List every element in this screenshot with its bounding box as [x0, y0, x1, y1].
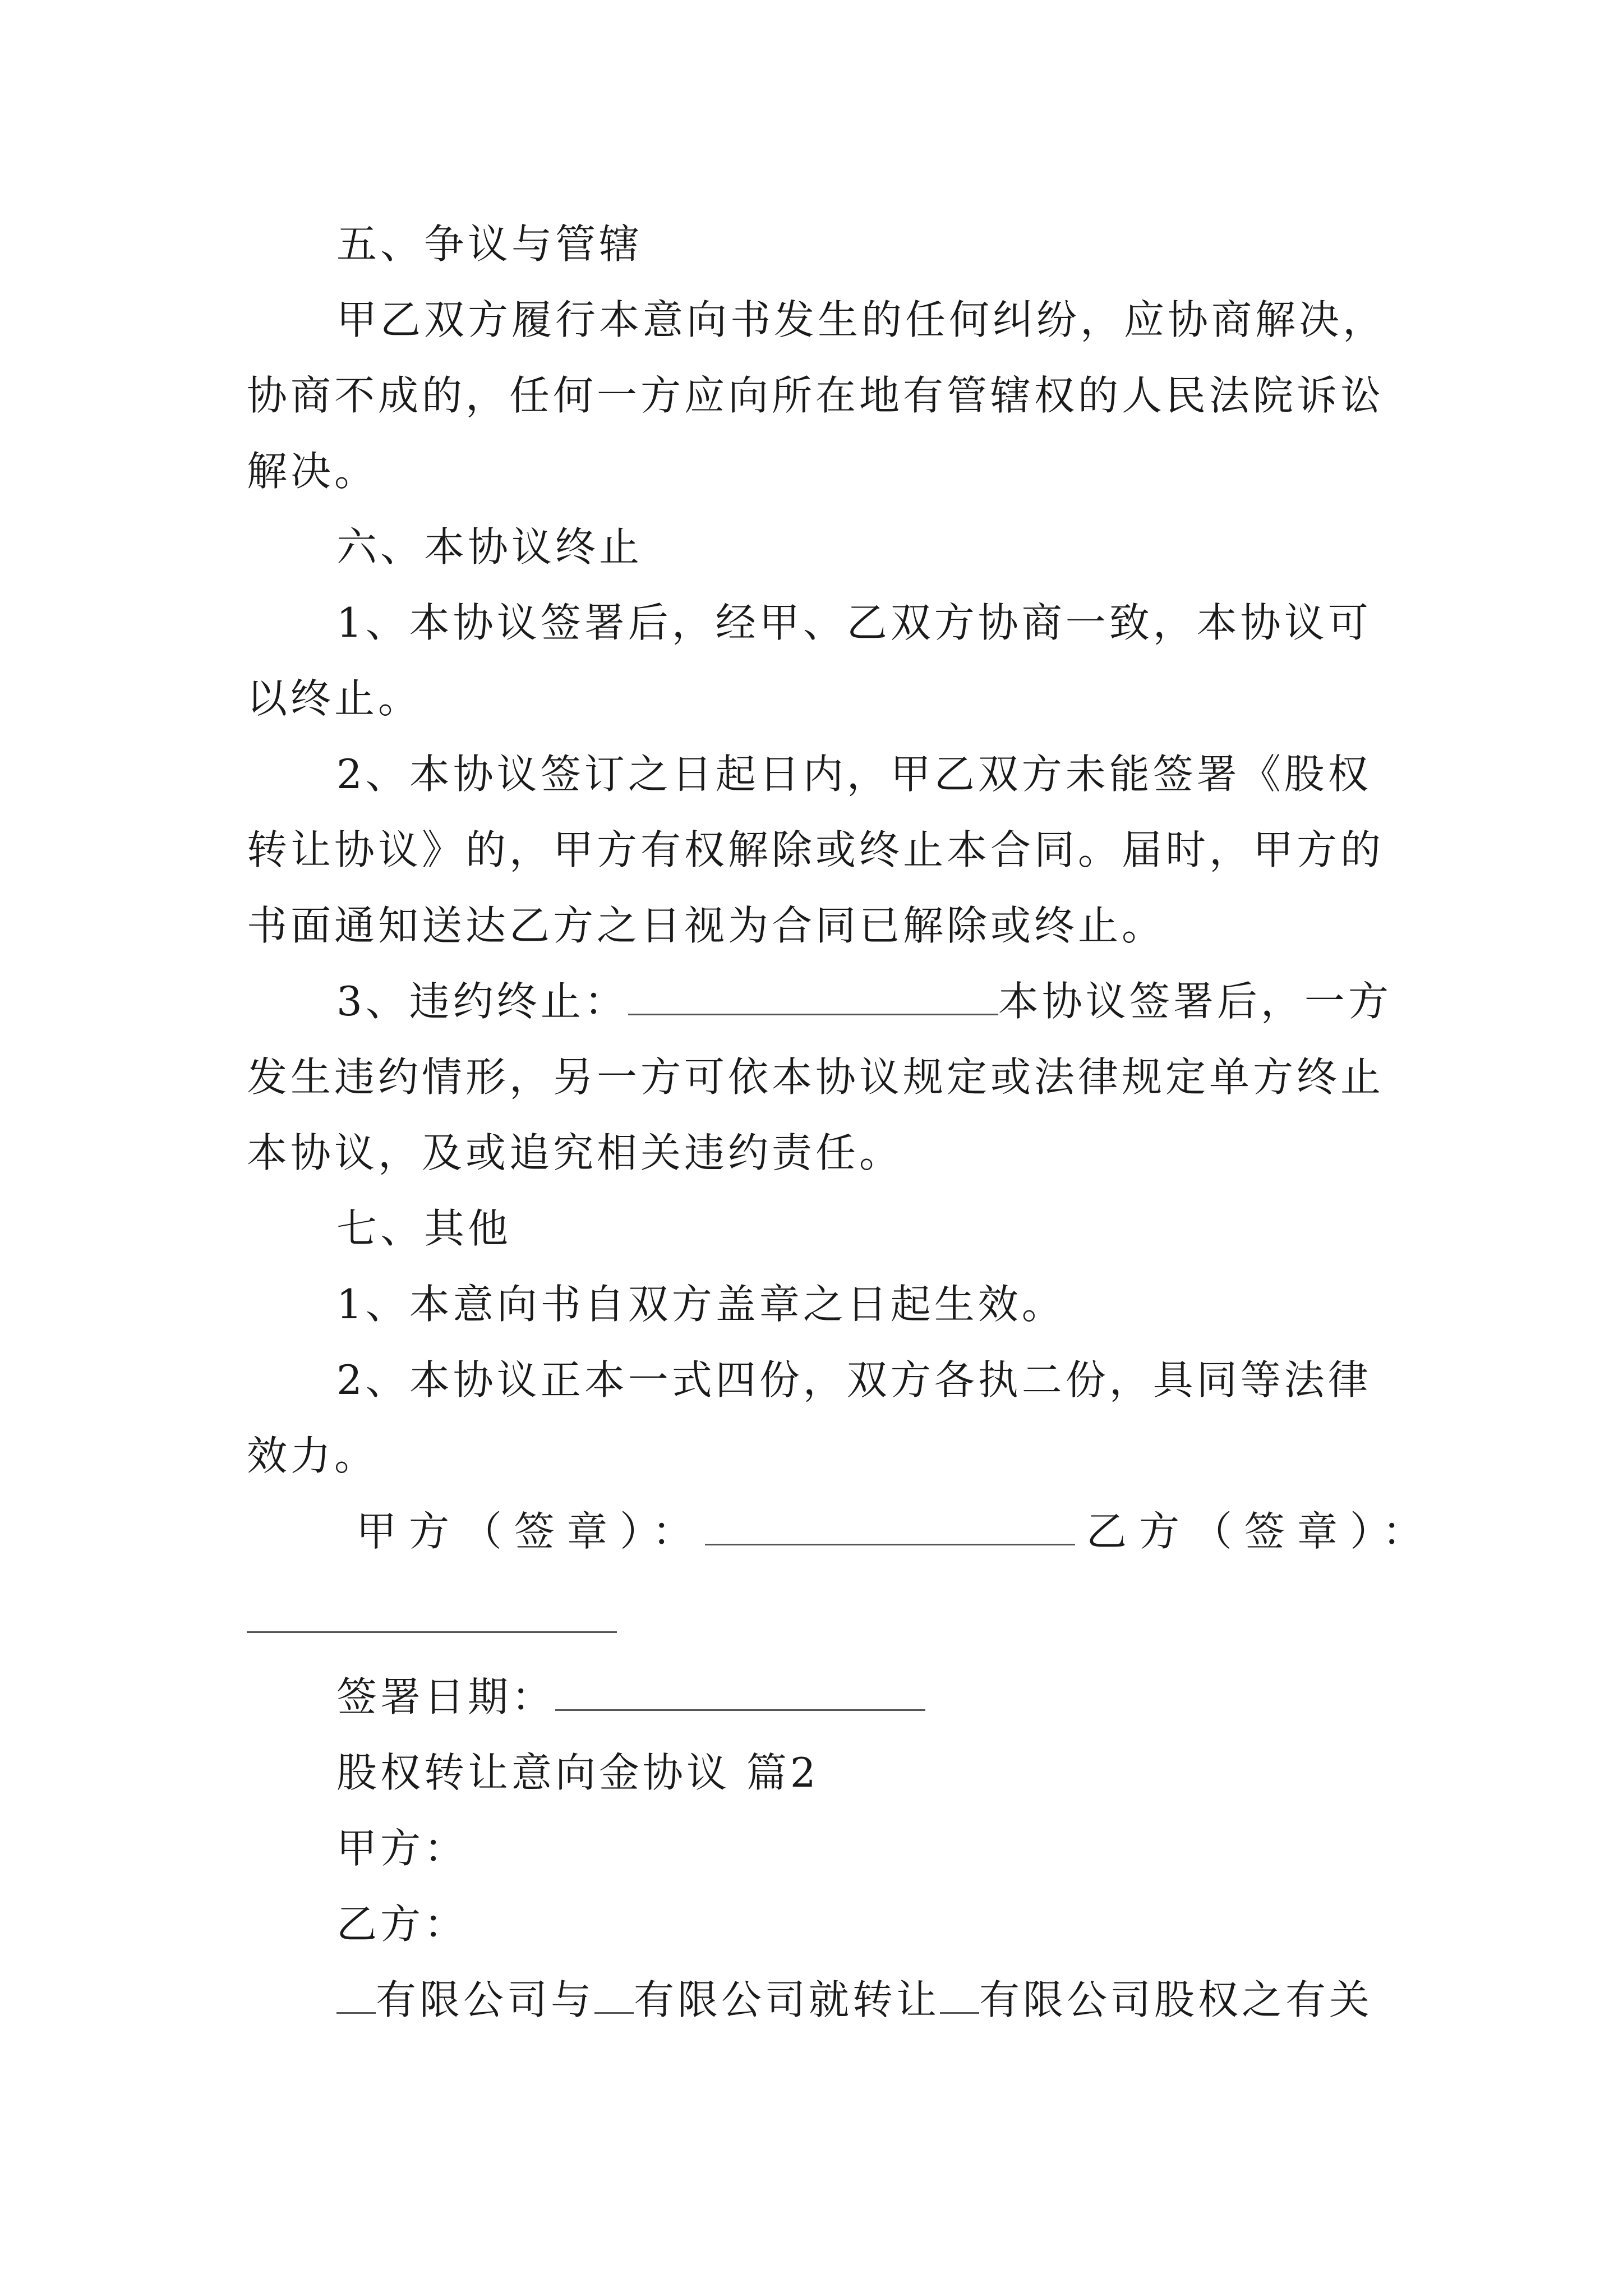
section-5-heading: 五、争议与管辖 — [336, 220, 643, 268]
section-6-item-3-line-3: 本协议，及或追究相关违约责任。 — [247, 1129, 903, 1176]
company-2-blank — [594, 1973, 634, 2014]
sign-date-line — [336, 1669, 1391, 1725]
section-6-item-3-line-2: 发生违约情形，另一方可依本协议规定或法律规定单方终止 — [247, 1053, 1385, 1101]
section-6-item-2-line-1: 2、本协议签订之日起日内，甲乙双方未能签署《股权 — [336, 751, 1372, 798]
party-a-signature-label: 甲方（签章）： — [356, 1508, 706, 1555]
section-6-heading: 六、本协议终止 — [336, 523, 643, 570]
signature-line — [356, 1503, 1436, 1559]
breach-termination-blank — [628, 974, 998, 1015]
section-5-paragraph-line-1: 甲乙双方履行本意向书发生的任何纠纷，应协商解决， — [336, 296, 1387, 343]
section-6-item-1-line-2: 以终止。 — [247, 675, 422, 722]
section-5-paragraph-line-3: 解决。 — [247, 448, 379, 495]
section-6-item-2-line-2: 转让协议》的，甲方有权解除或终止本合同。届时，甲方的 — [247, 826, 1385, 873]
intro-text-1: 有限公司与 — [376, 1976, 595, 2023]
party-a-signature-blank — [705, 1504, 1075, 1545]
section-7-item-2-line-2: 效力。 — [247, 1432, 379, 1479]
section-7-heading: 七、其他 — [336, 1205, 512, 1252]
company-1-blank — [336, 1973, 376, 2014]
section-7-item-2-line-1: 2、本协议正本一式四份，双方各执二份，具同等法律 — [336, 1356, 1372, 1404]
item-3-label: 3、违约终止： — [336, 978, 628, 1025]
sign-date-label: 签署日期： — [336, 1673, 556, 1720]
section-7-item-1: 1、本意向书自双方盖章之日起生效。 — [336, 1281, 1066, 1328]
document-2-party-b: 乙方： — [336, 1901, 468, 1948]
section-6-item-2-line-3: 书面通知送达乙方之日视为合同已解除或终止。 — [247, 902, 1166, 949]
document-2-intro-line — [336, 1972, 1391, 2028]
intro-text-3: 有限公司股权之有关 — [979, 1976, 1373, 2023]
item-3-text: 本协议签署后，一方 — [998, 978, 1392, 1025]
company-3-blank — [940, 1973, 979, 2014]
intro-text-2: 有限公司就转让 — [634, 1976, 940, 2023]
party-b-signature-blank — [247, 1631, 617, 1633]
section-6-item-3-line-1 — [336, 973, 1391, 1029]
party-b-signature-label: 乙方（签章）： — [1086, 1508, 1436, 1555]
sign-date-blank — [555, 1670, 925, 1711]
section-5-paragraph-line-2: 协商不成的，任何一方应向所在地有管辖权的人民法院诉讼 — [247, 372, 1385, 419]
document-2-title: 股权转让意向金协议 篇2 — [336, 1749, 819, 1796]
document-2-party-a: 甲方： — [336, 1825, 468, 1872]
section-6-item-1-line-1: 1、本协议签署后，经甲、乙双方协商一致，本协议可 — [336, 599, 1372, 646]
